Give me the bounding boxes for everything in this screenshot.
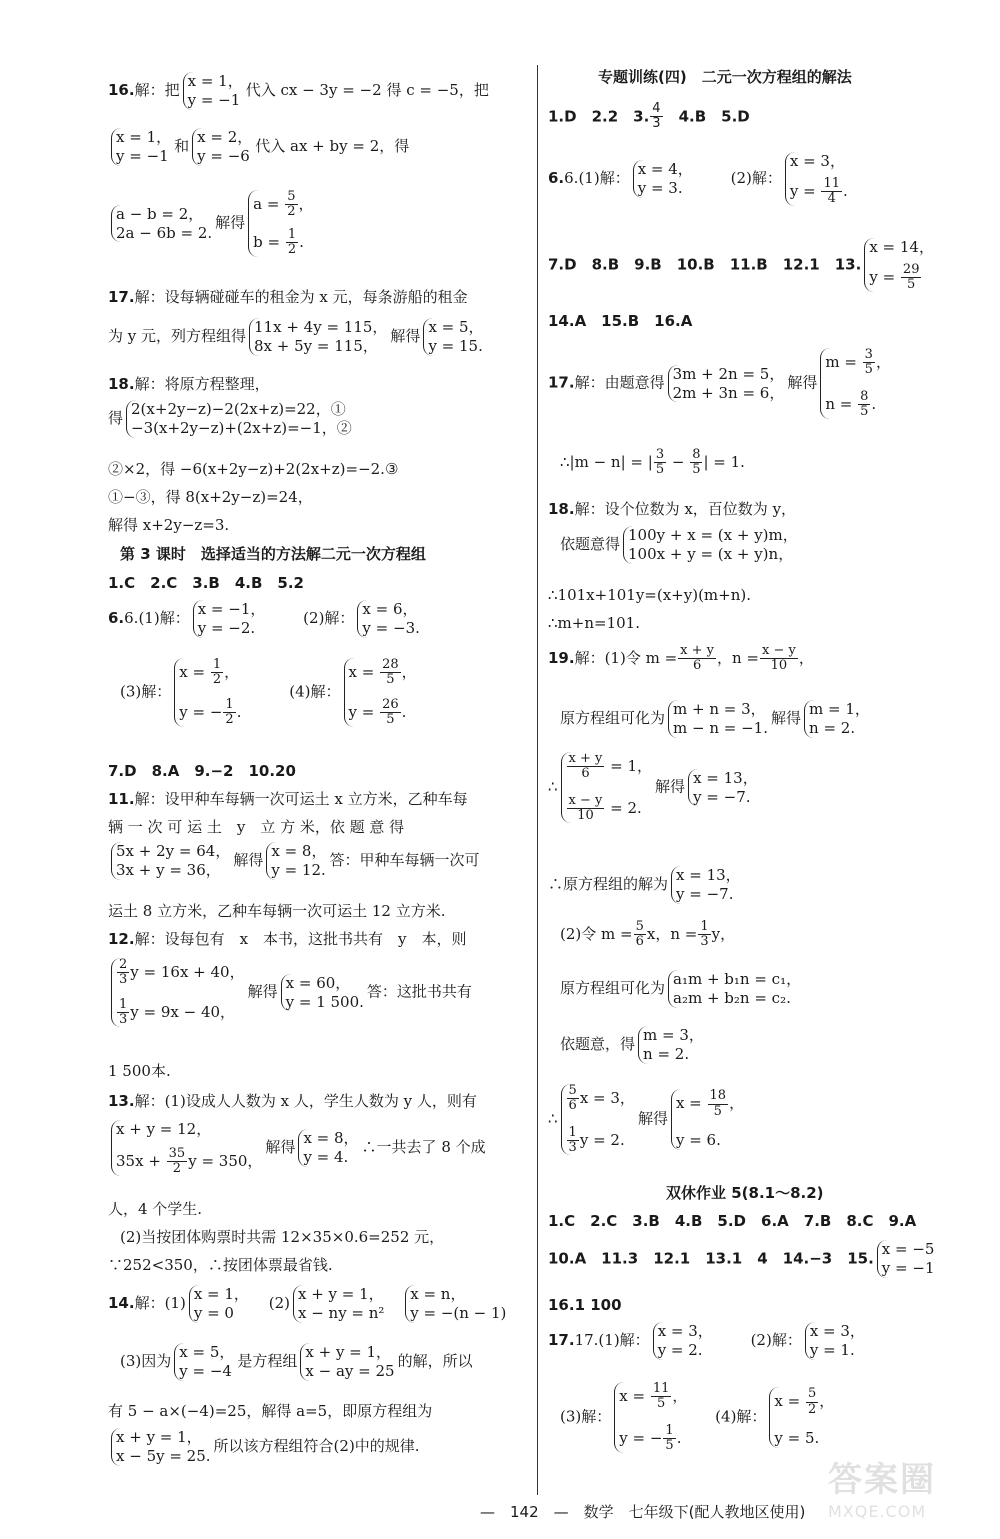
section-title-topic4: 专题训练(四) 二元一次方程组的解法	[598, 68, 852, 86]
problem-14-line2: (3)因为 x = 5， y = −4 是方程组 x + y = 1， x − ay = 25 的解，所以	[120, 1343, 473, 1380]
problem-11-line2: 辆 一 次 可 运 土 y 立 方 米，依 题 意 得	[108, 818, 405, 836]
problem-6-line1: 6.6.(1)解： x = −1， y = −2. (2)解： x = 6， y = −3.	[108, 600, 420, 637]
problem-19-line3: ∴ $\frac{x + y}{6}$ = 1， $\frac{x - y}{10}$ = 2. 解得 x = 13， y = −7.	[548, 751, 758, 823]
problem-18-line1: 18.解：设个位数为 x，百位数为 y，	[548, 500, 797, 518]
problem-12-line2: $\frac{2}{3}$ y = 16x + 40， $\frac{1}{3}$ y = 9x − 40， 解得 x = 60， y = 1 500. 答：这批书共有	[108, 958, 472, 1027]
problem-13-line5: ∵252<350，∴按团体票最省钱.	[108, 1256, 333, 1274]
problem-14-line4: x + y = 1， x − 5y = 25. 所以该方程组符合(2)中的规律.	[108, 1428, 420, 1466]
problem-16-line1: 16.解：把 x = 1， y = −1 代入 cx − 3y = −2 得 c = −5，把	[108, 72, 489, 109]
answers-1-5: 1.C 2.C 3.B 4.B 5.2	[108, 574, 304, 592]
problem-13-line1: 13.解：(1)设成人人数为 x 人，学生人数为 y 人，则有	[108, 1092, 477, 1110]
watermark-text: 答案圈	[828, 1460, 936, 1500]
problem-18-line5: 解得 x+2y−z=3.	[108, 516, 230, 534]
problem-19-line8: ∴ $\frac{5}{6}$ x = 3， $\frac{1}{3}$ y = 2. 解得 x = $\frac{18}{5}$ ， y = 6.	[548, 1083, 745, 1155]
problem-13-line4: (2)当按团体购票时共需 12×35×0.6=252 元，	[120, 1228, 445, 1246]
problem-6: 6.6.(1)解： x = 4， y = 3. (2)解： x = 3， y = $\frac{11}{4}$ .	[548, 152, 848, 207]
homework-answer-16: 16.1 100	[548, 1296, 622, 1314]
problem-11-line4: 运土 8 立方米，乙种车每辆一次可运土 12 立方米.	[108, 902, 446, 920]
watermark-logo	[828, 1459, 978, 1529]
answers-7-13: 7.D 8.B 9.B 10.B 11.B 12.1 13. x = 14， y = $\frac{29}{5}$	[548, 238, 934, 293]
problem-18-line1: 18.解：将原方程整理，	[108, 375, 270, 393]
problem-16-line3: a − b = 2， 2a − 6b = 2. 解得 a = $\frac{5}{2}$ ， b = $\frac{1}{2}$ .	[108, 190, 317, 257]
problem-6-line2: (3)解： x = $\frac{1}{2}$ ， y = − $\frac{1}{2}$ . (4)解： x = $\frac{28}{5}$ ， y = $\frac{26}{5}$ .	[120, 657, 417, 727]
watermark-url: MXQE.COM	[828, 1501, 927, 1521]
problem-19-line6: 原方程组可化为 a₁m + b₁n = c₁， a₂m + b₂n = c₂.	[560, 970, 802, 1007]
problem-11-line3: 5x + 2y = 64， 3x + y = 36， 解得 x = 8， y = 12. 答：甲种车每辆一次可	[108, 842, 479, 880]
problem-19-line5: (2)令 m = $\frac{5}{6}$ x，n = $\frac{1}{3}$ y，	[560, 919, 736, 950]
homework-problem-17-line1: 17.17.(1)解： x = 3， y = 2. (2)解： x = 3， y = 1.	[548, 1322, 865, 1359]
homework-answers-1-9: 1.C 2.C 3.B 4.B 5.D 6.A 7.B 8.C 9.A	[548, 1212, 917, 1230]
problem-18-line2: 得 2(x+2y−z)−2(2x+z)=22，① −3(x+2y−z)+(2x+z)=−1，②	[108, 400, 352, 437]
problem-18-line3: ∴101x+101y=(x+y)(m+n).	[548, 586, 752, 604]
problem-19-line2: 原方程组可化为 m + n = 3， m − n = −1. 解得 m = 1， n = 2.	[560, 700, 870, 737]
section-heading-weekend-homework: 双休作业 5(8.1～8.2)	[666, 1184, 824, 1202]
problem-14-line1: 14.解：(1) x = 1， y = 0 (2) x + y = 1， x − ny = n² x = n， y = −(n − 1)	[108, 1285, 507, 1322]
column-divider	[537, 65, 538, 1495]
problem-19-line7: 依题意，得 m = 3， n = 2.	[560, 1026, 704, 1063]
problem-13-line2: x + y = 12， 35x + $\frac{35}{2}$ y = 350， 解得 x = 8， y = 4. ∴一共去了 8 个成	[108, 1120, 486, 1176]
problem-16-line2: x = 1， y = −1 和 x = 2， y = −6 代入 ax + by = 2，得	[108, 128, 409, 166]
problem-12-line1: 12.解：设每包有 x 本书，这批书共有 y 本，则	[108, 930, 467, 948]
problem-18-line3: ②×2，得 −6(x+2y−z)+2(2x+z)=−2.③	[108, 460, 399, 478]
homework-answers-10-15: 10.A 11.3 12.1 13.1 4 14.−3 15. x = −5 y = −1	[548, 1240, 935, 1277]
problem-17-line1: 17.解：由题意得 3m + 2n = 5， 2m + 3n = 6， 解得 m = $\frac{3}{5}$ ， n = $\frac{8}{5}$ .	[548, 347, 891, 419]
homework-problem-17-line2: (3)解： x = $\frac{11}{5}$ ， y = − $\frac{1}{5}$ . (4)解： x = $\frac{5}{2}$ ， y = 5.	[560, 1381, 835, 1453]
problem-19-line1: 19.解：(1)令 m = $\frac{x + y}{6}$ ，n = $\frac{x - y}{10}$ ，	[548, 643, 814, 674]
problem-18-line2: 依题意得 100y + x = (x + y)m， 100x + y = (x + y)n，	[560, 526, 798, 563]
problem-12-line3: 1 500本.	[108, 1062, 171, 1080]
page-footer: — 142 — 数学 七年级下(配人教地区使用)	[480, 1503, 806, 1521]
problem-17-line2: ∴|m − n| = | $\frac{3}{5}$ − $\frac{8}{5}$ | = 1.	[560, 447, 745, 478]
problem-11-line1: 11.解：设甲种车每辆一次可运土 x 立方米，乙种车每	[108, 790, 468, 808]
answers-7-10: 7.D 8.A 9.−2 10.20	[108, 762, 296, 780]
problem-17-line2: 为 y 元，列方程组得 11x + 4y = 115， 8x + 5y = 115， 解得 x = 5， y = 15.	[108, 318, 484, 355]
problem-14-line3: 有 5 − a×(−4)=25，解得 a=5，即原方程组为	[108, 1402, 433, 1420]
answers-1-5: 1.D 2.2 3. $\frac{4}{3}$ 4.B 5.D	[548, 101, 750, 132]
problem-18-line4: ①−③，得 8(x+2y−z)=24，	[108, 488, 313, 506]
answers-14-16: 14.A 15.B 16.A	[548, 312, 693, 330]
problem-18-line4: ∴m+n=101.	[548, 614, 640, 632]
section-heading-lesson3: 第 3 课时 选择适当的方法解二元一次方程组	[120, 545, 426, 563]
problem-13-line3: 人，4 个学生.	[108, 1200, 203, 1218]
problem-19-line4: ∴原方程组的解为 x = 13， y = −7.	[548, 866, 741, 903]
problem-17-line1: 17.解：设每辆碰碰车的租金为 x 元，每条游船的租金	[108, 288, 468, 306]
